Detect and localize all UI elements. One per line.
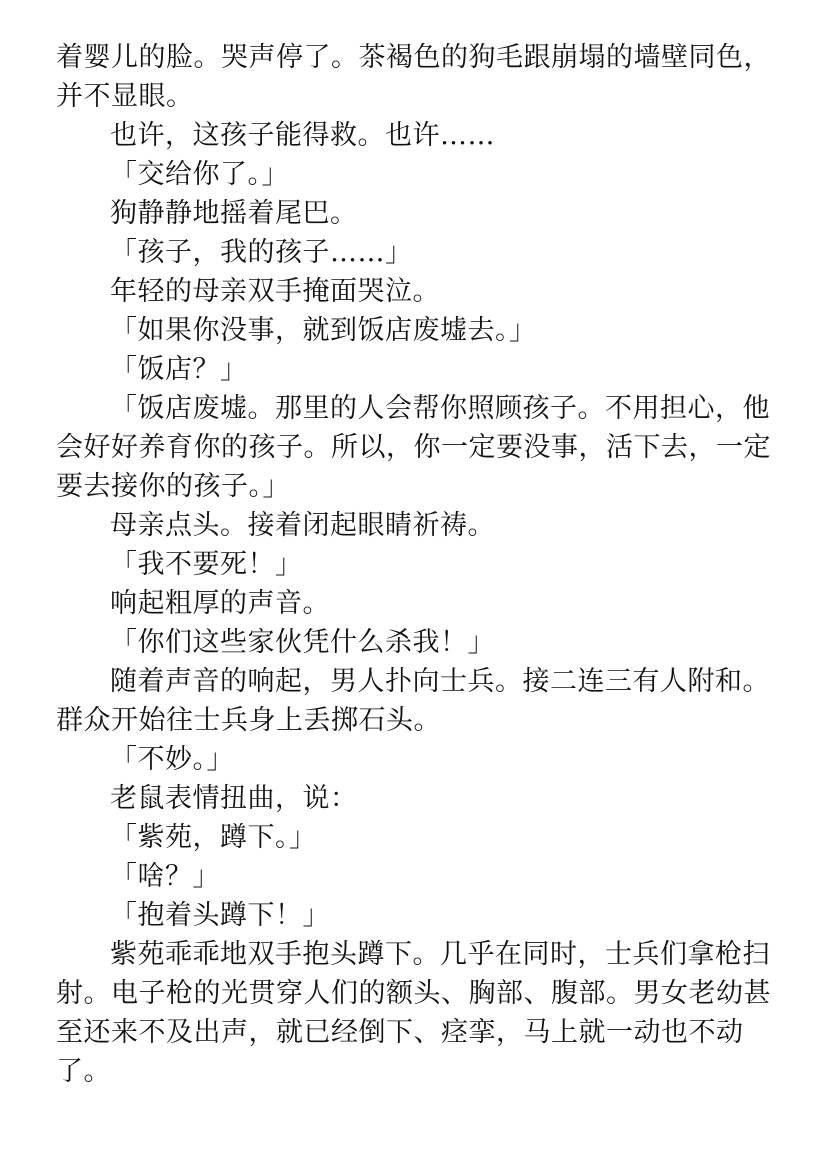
text-line: 至还来不及出声，就已经倒下、痉挛，马上就一动也不动	[56, 1017, 744, 1048]
text-line: 老鼠表情扭曲，说：	[110, 783, 358, 814]
text-line: 也许，这孩子能得救。也许……	[110, 120, 495, 151]
paragraph-9	[56, 389, 771, 506]
text-line: 「你们这些家伙凭什么杀我！」	[110, 627, 495, 658]
text-line: 「饭店废墟。那里的人会帮你照顾孩子。不用担心，他	[110, 393, 770, 424]
paragraph-13	[56, 623, 756, 662]
paragraph-8	[56, 350, 756, 389]
text-line: 「啥？」	[110, 861, 220, 892]
paragraph-15	[56, 740, 756, 779]
paragraph-10	[56, 506, 756, 545]
text-line: 群众开始往士兵身上丢掷石头。	[56, 705, 441, 736]
text-line: 母亲点头。接着闭起眼睛祈祷。	[110, 510, 495, 541]
text-line: 「抱着头蹲下！」	[110, 900, 330, 931]
text-line: 响起粗厚的声音。	[110, 588, 330, 619]
text-line: 「如果你没事，就到饭店废墟去。」	[110, 315, 537, 346]
text-line: 要去接你的孩子。」	[56, 471, 290, 502]
page-text-body	[56, 38, 771, 1091]
paragraph-18	[56, 857, 756, 896]
paragraph-12	[56, 584, 756, 623]
text-line: 「我不要死！」	[110, 549, 303, 580]
text-line: 紫苑乖乖地双手抱头蹲下。几乎在同时，士兵们拿枪扫	[110, 939, 770, 970]
text-line: 「交给你了。」	[110, 159, 289, 190]
paragraph-6	[56, 272, 756, 311]
text-line: 并不显眼。	[56, 81, 194, 112]
text-line: 着婴儿的脸。哭声停了。茶褐色的狗毛跟崩塌的墙壁同色，	[56, 42, 771, 73]
paragraph-16	[56, 779, 756, 818]
text-line: 「紫苑，蹲下。」	[110, 822, 317, 853]
text-line: 随着声音的响起，男人扑向士兵。接二连三有人附和。	[110, 666, 770, 697]
paragraph-17	[56, 818, 756, 857]
paragraph-19	[56, 896, 756, 935]
text-line: 「孩子，我的孩子……」	[110, 237, 413, 268]
paragraph-2	[56, 116, 756, 155]
paragraph-1	[56, 38, 771, 116]
text-line: 「不妙。」	[110, 744, 234, 775]
text-line: 「饭店？」	[110, 354, 248, 385]
paragraph-11	[56, 545, 756, 584]
text-line: 会好好养育你的孩子。所以，你一定要没事，活下去，一定	[56, 432, 771, 463]
paragraph-14	[56, 662, 770, 740]
paragraph-7	[56, 311, 756, 350]
text-line: 狗静静地摇着尾巴。	[110, 198, 358, 229]
text-line: 射。电子枪的光贯穿人们的额头、胸部、腹部。男女老幼甚	[56, 978, 771, 1009]
paragraph-20	[56, 935, 771, 1091]
paragraph-4	[56, 194, 756, 233]
paragraph-3	[56, 155, 756, 194]
paragraph-5	[56, 233, 756, 272]
text-line: 了。	[56, 1056, 111, 1087]
text-line: 年轻的母亲双手掩面哭泣。	[110, 276, 440, 307]
